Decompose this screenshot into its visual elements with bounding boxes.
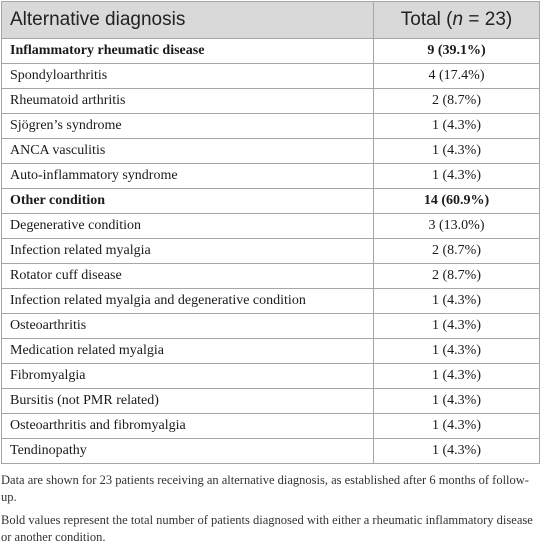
header-total-suffix: = 23): [463, 9, 513, 30]
table-row: [2, 389, 540, 414]
diagnosis-label: Fibromyalgia: [2, 364, 374, 389]
diagnosis-total: 1 (4.3%): [374, 164, 540, 189]
table-row: [2, 139, 540, 164]
diagnosis-total: 2 (8.7%): [374, 239, 540, 264]
diagnosis-total: 1 (4.3%): [374, 139, 540, 164]
header-alternative-diagnosis: Alternative diagnosis: [2, 2, 374, 39]
diagnosis-label: Other condition: [2, 189, 374, 214]
diagnosis-total: 1 (4.3%): [374, 364, 540, 389]
table-row: [2, 164, 540, 189]
diagnosis-label: Osteoarthritis: [2, 314, 374, 339]
table-footnotes: [1, 472, 539, 546]
diagnosis-total: 2 (8.7%): [374, 89, 540, 114]
diagnosis-label: Rheumatoid arthritis: [2, 89, 374, 114]
diagnosis-label: Osteoarthritis and fibromyalgia: [2, 414, 374, 439]
diagnosis-total: 4 (17.4%): [374, 64, 540, 89]
diagnosis-label: Bursitis (not PMR related): [2, 389, 374, 414]
footnote-data-description: Data are shown for 23 patients receiving an alternative diagnosis, as established after 6 months of follow-up.: [1, 473, 529, 504]
diagnosis-total: 1 (4.3%): [374, 389, 540, 414]
table-row: [2, 114, 540, 139]
alternative-diagnosis-table: [1, 1, 540, 464]
table-header-row: [2, 2, 540, 39]
diagnosis-label: Auto-inflammatory syndrome: [2, 164, 374, 189]
diagnosis-total: 1 (4.3%): [374, 114, 540, 139]
table-row: [2, 364, 540, 389]
table-row: [2, 214, 540, 239]
diagnosis-label: Infection related myalgia and degenerative condition: [2, 289, 374, 314]
diagnosis-label: ANCA vasculitis: [2, 139, 374, 164]
diagnosis-label: Sjögren’s syndrome: [2, 114, 374, 139]
diagnosis-total: 1 (4.3%): [374, 289, 540, 314]
table-row: [2, 339, 540, 364]
diagnosis-total: 1 (4.3%): [374, 414, 540, 439]
table-row: [2, 239, 540, 264]
diagnosis-total: 1 (4.3%): [374, 339, 540, 364]
table-row: [2, 189, 540, 214]
diagnosis-total: 3 (13.0%): [374, 214, 540, 239]
table-row: [2, 64, 540, 89]
header-total-n: n: [452, 9, 464, 30]
footnote-bold-values: Bold values represent the total number of patients diagnosed with either a rheumatic inflammatory disease or another condition.: [1, 513, 533, 544]
diagnosis-label: Inflammatory rheumatic disease: [2, 39, 374, 64]
table-row: [2, 39, 540, 64]
diagnosis-label: Tendinopathy: [2, 439, 374, 464]
table-row: [2, 414, 540, 439]
diagnosis-label: Degenerative condition: [2, 214, 374, 239]
diagnosis-total: 2 (8.7%): [374, 264, 540, 289]
header-total-prefix: Total (: [400, 9, 453, 30]
diagnosis-table-container: [1, 1, 539, 552]
table-row: [2, 264, 540, 289]
diagnosis-total: 14 (60.9%): [374, 189, 540, 214]
table-row: [2, 89, 540, 114]
diagnosis-total: 1 (4.3%): [374, 439, 540, 464]
diagnosis-total: 1 (4.3%): [374, 314, 540, 339]
diagnosis-total: 9 (39.1%): [374, 39, 540, 64]
diagnosis-label: Medication related myalgia: [2, 339, 374, 364]
table-row: [2, 289, 540, 314]
table-body: [2, 39, 540, 464]
diagnosis-label: Spondyloarthritis: [2, 64, 374, 89]
table-row: [2, 314, 540, 339]
header-total: [374, 2, 540, 39]
diagnosis-label: Rotator cuff disease: [2, 264, 374, 289]
table-row: [2, 439, 540, 464]
diagnosis-label: Infection related myalgia: [2, 239, 374, 264]
